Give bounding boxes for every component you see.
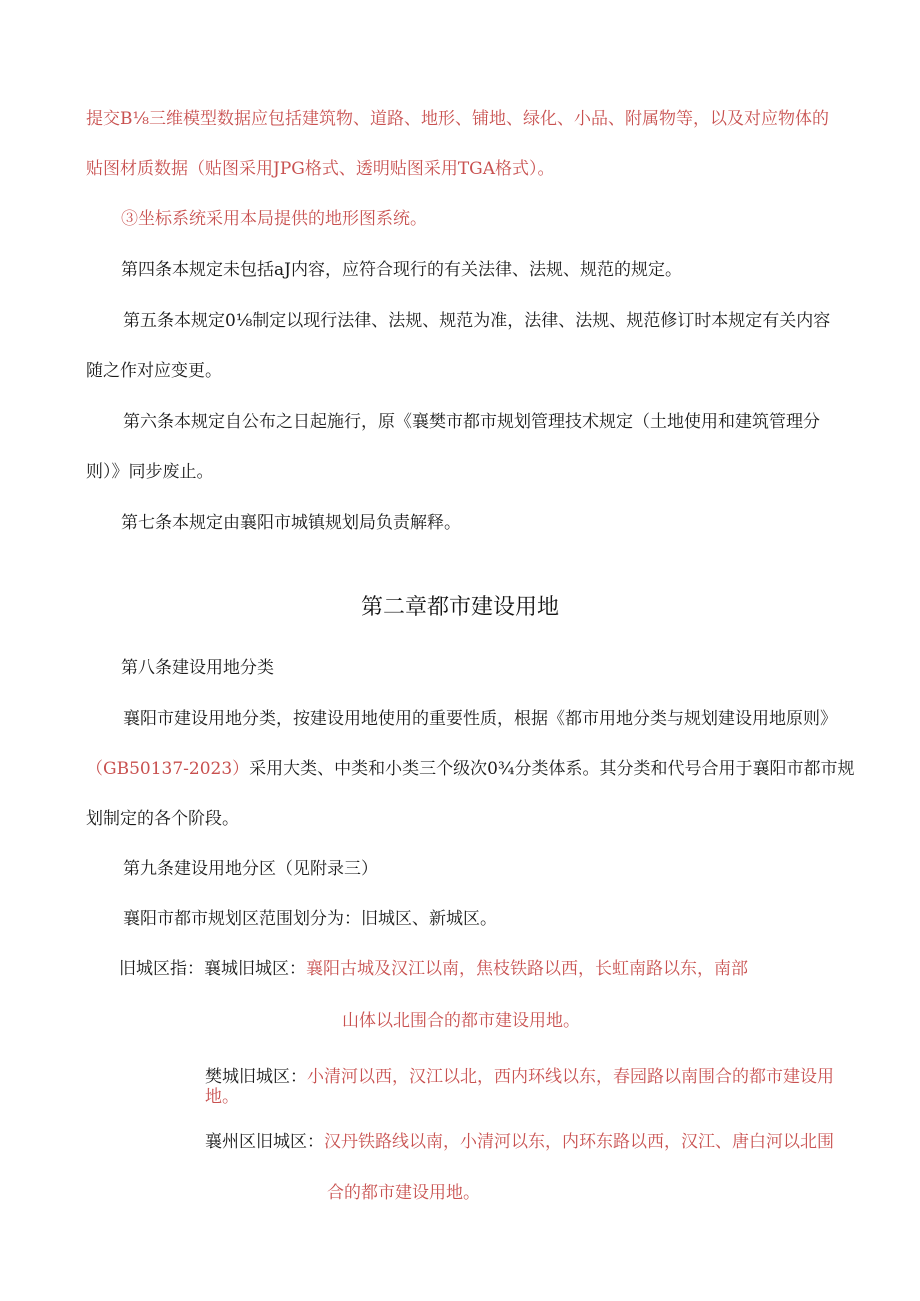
old-city-xiangcheng-desc: 襄阳古城及汉江以南，焦枝铁路以西，长虹南路以东，南部: [306, 959, 748, 979]
article-8-line-1: 襄阳市建设用地分类，按建设用地使用的重要性质，根据《都市用地分类与规划建设用地原则》: [123, 709, 837, 729]
article-8-line-3: 划制定的各个阶段。: [86, 809, 239, 829]
article-8-title: 第八条建设用地分类: [121, 658, 274, 678]
paragraph-line: ③坐标系统采用本局提供的地形图系统。: [121, 209, 427, 229]
fancheng-desc: 小清河以西，汉江以北，西内环线以东，春园路以南围合的都市建设用: [307, 1067, 834, 1087]
article-8-line-2-text: 采用大类、中类和小类三个级次0¾分类体系。其分类和代号合用于襄阳市都市规: [249, 759, 855, 779]
article-6-line-1: 第六条本规定自公布之日起施行，原《襄樊市都市规划管理技术规定（土地使用和建筑管理分: [123, 412, 820, 432]
chapter-title: 第二章都市建设用地: [360, 595, 559, 620]
article-9-line-1: 襄阳市都市规划区范围划分为：旧城区、新城区。: [123, 909, 497, 929]
article-4: 第四条本规定未包括aJ内容，应符合现行的有关法律、法规、规范的规定。: [121, 260, 682, 280]
paragraph-line: 提交B⅛三维模型数据应包括建筑物、道路、地形、铺地、绿化、小品、附属物等，以及对应物体的: [86, 109, 829, 129]
article-6-line-2: 则）》同步废止。: [86, 462, 214, 482]
xiangzhou-label: 襄州区旧城区：: [205, 1132, 324, 1152]
article-9-title: 第九条建设用地分区（见附录三）: [123, 859, 378, 879]
article-5-line-2: 随之作对应变更。: [86, 361, 222, 381]
fancheng-line-2: 地。: [205, 1087, 239, 1107]
xiangzhou-line-2: 合的都市建设用地。: [327, 1183, 480, 1203]
old-city-label: 旧城区指：襄城旧城区：: [119, 959, 306, 979]
article-8-line-2: [86, 758, 854, 780]
fancheng-label: 樊城旧城区：: [205, 1067, 307, 1087]
standard-code: （GB50137-2023）: [86, 759, 250, 779]
article-7: 第七条本规定由襄阳市城镇规划局负责解释。: [121, 513, 461, 533]
old-city-fancheng: [205, 1066, 834, 1088]
old-city-xiangcheng: [119, 958, 748, 980]
old-city-xiangcheng-line-2: 山体以北围合的都市建设用地。: [342, 1011, 580, 1031]
old-city-xiangzhou: [205, 1131, 834, 1153]
article-5-line-1: 第五条本规定0⅛制定以现行法律、法规、规范为准，法律、法规、规范修订时本规定有关内容: [123, 311, 831, 331]
xiangzhou-desc: 汉丹铁路线以南，小清河以东，内环东路以西，汉江、唐白河以北围: [324, 1132, 834, 1152]
paragraph-line: 贴图材质数据（贴图采用JPG格式、透明贴图采用TGA格式）。: [86, 159, 555, 179]
